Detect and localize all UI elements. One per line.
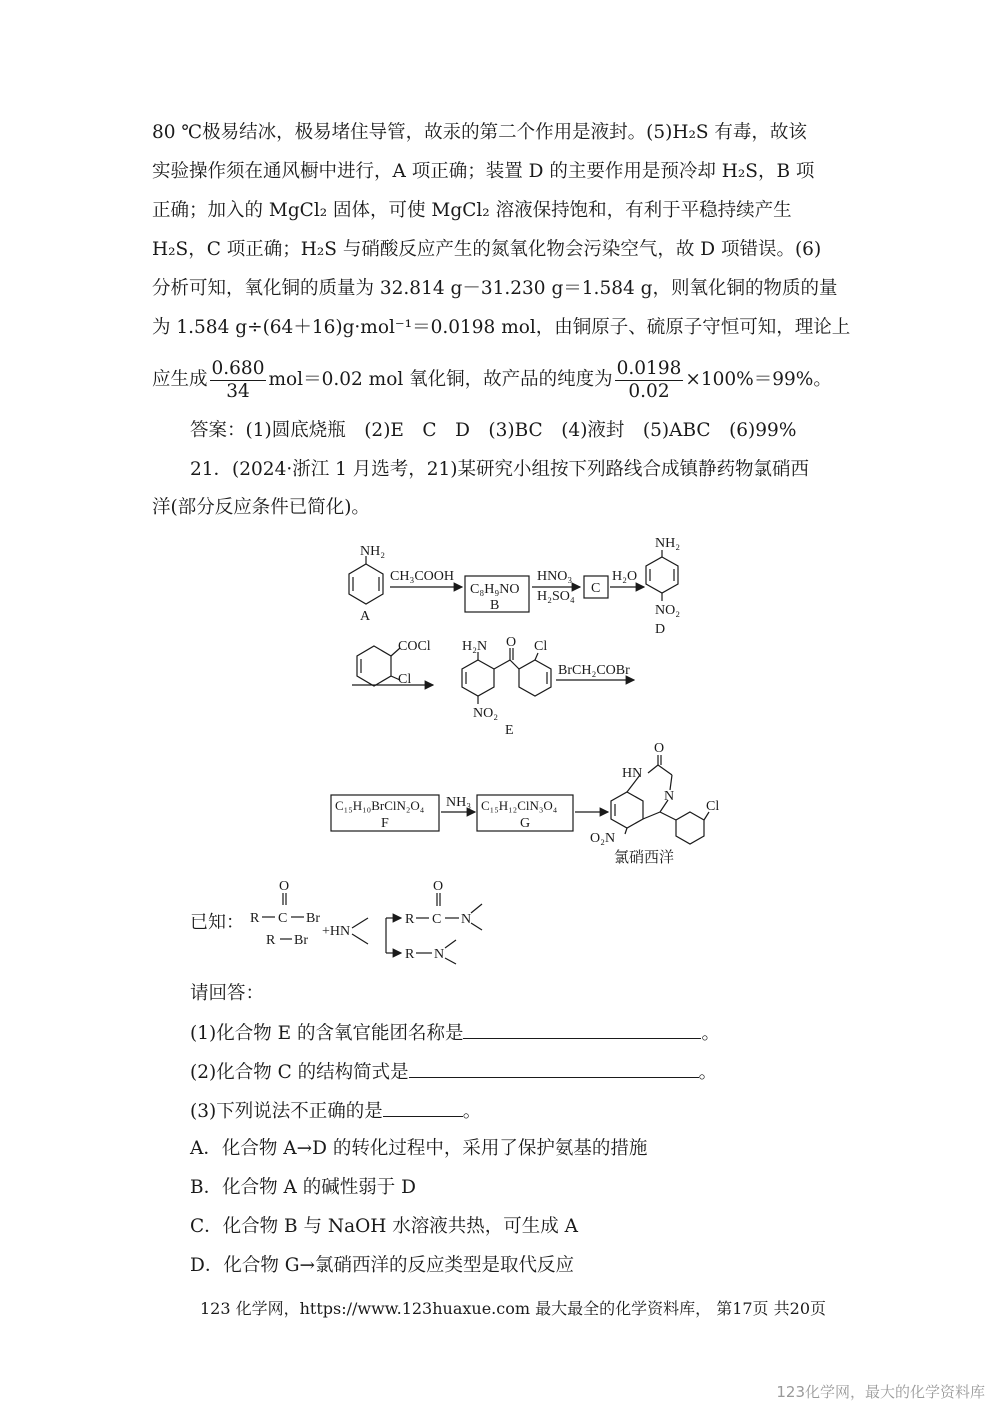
option-a: A．化合物 A→D 的转化过程中，采用了保护氨基的措施 <box>190 1138 648 1159</box>
compound-e <box>462 648 551 704</box>
known-c: C <box>278 911 288 926</box>
reagent-acetic-acid: CH₃COOH <box>390 569 454 584</box>
question-21-line-1: 21．(2024·浙江 1 月选考，21)某研究小组按下列路线合成镇静药物氯硝西 <box>190 459 810 480</box>
compound-d-ring <box>646 550 678 601</box>
known-product-2-n: N <box>434 947 445 962</box>
option-c: C．化合物 B 与 NaOH 水溶液共热，可生成 A <box>190 1216 579 1237</box>
fraction-2-denominator: 0.02 <box>628 380 670 402</box>
question-1-end: 。 <box>701 1023 720 1044</box>
compound-e-h2n: H₂N <box>462 639 488 654</box>
solution-line-1: 80 ℃极易结冰，极易堵住导管，故汞的第二个作用是液封。(5)H₂S 有毒，故该 <box>152 122 807 143</box>
acyl-cl: Cl <box>398 672 412 687</box>
reagent-sulfuric-acid: H₂SO₄ <box>537 589 575 604</box>
question-3-text: (3)下列说法不正确的是 <box>190 1101 383 1122</box>
known-product-1-n: N <box>461 912 472 927</box>
product-name: 氯硝西洋 <box>614 850 675 866</box>
reagent-bromoacetyl-bromide: BrCH₂COBr <box>558 663 630 678</box>
compound-e-cl: Cl <box>534 639 548 654</box>
question-2 <box>190 1059 890 1085</box>
question-3 <box>190 1098 890 1124</box>
compound-g-label: G <box>520 816 531 831</box>
question-3-blank[interactable] <box>383 1098 463 1117</box>
question-1-blank[interactable] <box>463 1020 701 1039</box>
fraction-1-numerator: 0.680 <box>211 357 265 379</box>
compound-g-formula: C₁₅H₁₂ClN₃O₄ <box>481 798 558 813</box>
compound-e-o: O <box>506 635 517 650</box>
question-1 <box>190 1020 890 1046</box>
product-hn: HN <box>622 766 643 781</box>
product-cl: Cl <box>706 799 720 814</box>
known-reaction <box>262 893 482 964</box>
known-plus-hn: +HN <box>322 924 351 939</box>
solution-line-3: 正确；加入的 MgCl₂ 固体，可使 MgCl₂ 溶液保持饱和，有利于平稳持续产生 <box>152 200 792 221</box>
compound-d-nh2: NH₂ <box>655 536 681 551</box>
question-2-text: (2)化合物 C 的结构简式是 <box>190 1062 409 1083</box>
answer-line: 答案：(1)圆底烧瓶 (2)E C D (3)BC (4)液封 (5)ABC (6)99% <box>190 420 797 441</box>
fraction-1-denominator: 34 <box>226 380 250 402</box>
known-br: Br <box>306 911 320 926</box>
compound-a-ring <box>349 556 383 604</box>
question-1-text: (1)化合物 E 的含氧官能团名称是 <box>190 1023 464 1044</box>
product-o2n: O₂N <box>590 831 616 846</box>
solution-line-5: 分析可知，氧化铜的质量为 32.814 g－31.230 g＝1.584 g，则氧化铜的物质的量 <box>152 278 838 299</box>
question-3-end: 。 <box>462 1101 482 1122</box>
question-21-line-2: 洋(部分反应条件已简化)。 <box>152 497 370 518</box>
known-label: 已知： <box>190 912 244 932</box>
reagent-nitric-acid: HNO₃ <box>537 569 573 584</box>
known-r2: R <box>266 933 276 948</box>
option-d: D．化合物 G→氯硝西洋的反应类型是取代反应 <box>190 1255 574 1276</box>
solution-line-4: H₂S，C 项正确；H₂S 与硝酸反应产生的氮氧化物会污染空气，故 D 项错误。(6) <box>152 239 822 260</box>
compound-b-label: B <box>490 598 500 613</box>
acyl-chloride-ring <box>357 646 400 686</box>
compound-c-label: C <box>591 581 601 596</box>
compound-e-label: E <box>505 723 514 738</box>
watermark: 123化学网，最大的化学资料库 <box>776 1383 985 1401</box>
known-product-1-r: R <box>405 912 415 927</box>
product-o: O <box>654 741 665 756</box>
compound-f-label: F <box>381 816 389 831</box>
option-b: B．化合物 A 的碱性弱于 D <box>190 1177 416 1198</box>
page-footer: 123 化学网，https://www.123huaxue.com 最大最全的化学资料库， 第17页 共20页 <box>200 1299 827 1318</box>
compound-a-nh2: NH₂ <box>360 544 386 559</box>
solution-line-7-c: ×100%＝99%。 <box>685 369 832 390</box>
known-product-1-o: O <box>433 879 444 894</box>
solution-line-7-b: mol＝0.02 mol 氧化铜，故产品的纯度为 <box>268 369 613 390</box>
acyl-cocl: COCl <box>398 639 431 654</box>
compound-f-formula: C₁₅H₁₀BrClN₂O₄ <box>335 798 425 813</box>
reagent-water: H₂O <box>612 569 638 584</box>
question-2-end: 。 <box>698 1062 718 1083</box>
known-product-1-c: C <box>432 912 442 927</box>
compound-a-label: A <box>360 609 371 624</box>
known-br2: Br <box>294 933 308 948</box>
compound-b-formula: C₈H₉NO <box>470 582 520 597</box>
prompt-line: 请回答： <box>190 983 265 1004</box>
reagent-ammonia: NH₃ <box>446 795 472 810</box>
question-2-blank[interactable] <box>409 1059 699 1078</box>
known-r1: R <box>250 911 260 926</box>
solution-line-7-a: 应生成 <box>152 369 208 390</box>
solution-line-2: 实验操作须在通风橱中进行，A 项正确；装置 D 的主要作用是预冷却 H₂S，B 项 <box>152 161 815 182</box>
compound-d-no2: NO₂ <box>655 603 681 618</box>
product-n: N <box>664 789 675 804</box>
compound-e-no2: NO₂ <box>473 706 499 721</box>
known-product-2-r: R <box>405 947 415 962</box>
compound-d-label: D <box>655 622 666 637</box>
fraction-2-numerator: 0.0198 <box>616 357 682 379</box>
solution-line-6: 为 1.584 g÷(64＋16)g·mol⁻¹＝0.0198 mol，由铜原子、硫原子守恒可知，理论上 <box>152 317 851 338</box>
known-o: O <box>279 879 290 894</box>
